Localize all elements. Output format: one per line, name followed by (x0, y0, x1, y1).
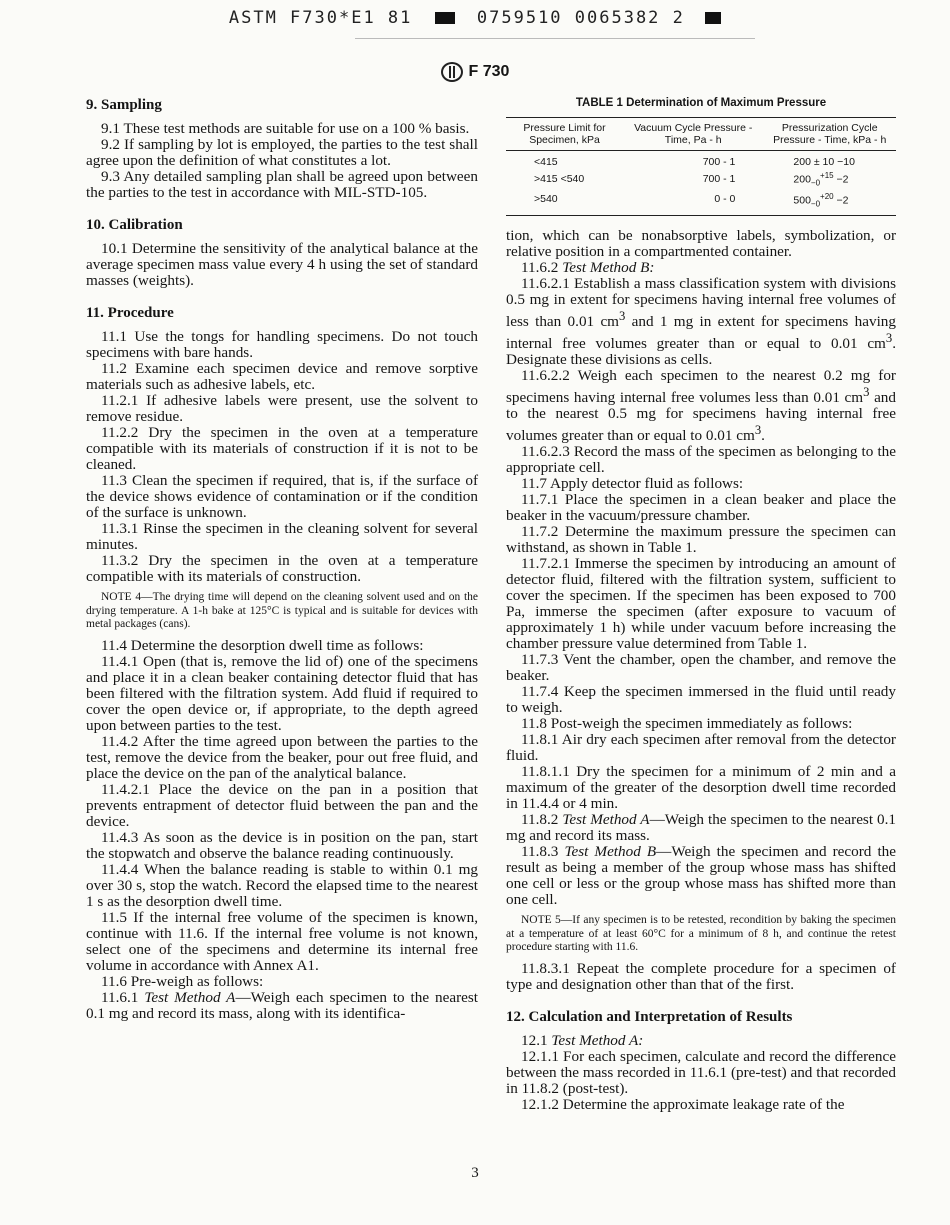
paragraph-text: 11.6.2.1 Establish a mass classification system with divisions 0.5 mg in extent for specimens having internal free volumes of less than 0.01 cm (506, 275, 896, 331)
paragraph-number: 12.1 (521, 1031, 548, 1049)
table-cell: >415 <540 (534, 172, 585, 185)
pressure-time: −2 (836, 194, 849, 207)
paragraph (506, 368, 896, 444)
paragraph: 11.4 Determine the desorption dwell time as follows: (101, 636, 424, 654)
paragraph: 11.2.1 If adhesive labels were present, use the solvent to remove residue. (86, 392, 478, 425)
paragraph: tion, which can be nonabsorptive labels, symbolization, or relative position in a compartmented container. (506, 227, 896, 260)
designation-number: F 730 (468, 63, 510, 81)
superscript: 3 (863, 385, 870, 400)
paragraph: 11.7.2.1 Immerse the specimen by introducing an amount of detector fluid, filtered with the filtration system, sufficient to cover the specimen. If the specimen has been exposed to 700 Pa, immerse the specimen (after exposure to vacuum of approximately 1 h) while under vacuum before increasing the chamber pressure value determined from Table 1. (506, 555, 896, 653)
table-cell (763, 190, 896, 216)
designation-header (0, 62, 950, 82)
paragraph-number: 11.6.2 (521, 259, 559, 276)
paragraph (506, 812, 896, 844)
paragraph: 11.8.3.1 Repeat the complete procedure for a specimen of type and designation other than that of the first. (506, 959, 896, 993)
section-heading: 9. Sampling (86, 97, 162, 113)
paragraph: 11.6 Pre-weigh as follows: (101, 972, 264, 990)
paragraph: 11.2 Examine each specimen device and remove sorptive materials such as adhesive labels, etc. (86, 360, 478, 393)
tolerance-lower: −0 (810, 199, 821, 209)
paragraph-number: 11.8.3 (521, 843, 559, 861)
paragraph: 11.3.2 Dry the specimen in the oven at a temperature compatible with its materials of construction. (86, 552, 478, 585)
table-cell: >540 (506, 190, 623, 216)
document-code-right: 0759510 0065382 2 (476, 8, 685, 28)
paragraph: 10.1 Determine the sensitivity of the analytical balance at the average specimen mass value every 4 h using the set of standard masses (weights). (86, 240, 478, 289)
paragraph: 9.1 These test methods are suitable for use on a 100 % basis. (101, 120, 470, 137)
paragraph: 9.3 Any detailed sampling plan shall be agreed upon between the parties to the test in accordance with MIL-STD-105. (86, 168, 478, 201)
header-rule (355, 38, 755, 39)
table-cell (763, 151, 896, 170)
paragraph: 11.4.3 As soon as the device is in position on the pan, start the stopwatch and observe the balance reading continuously. (86, 828, 478, 862)
superscript: 3 (885, 331, 893, 346)
paragraph: 11.8 Post-weigh the specimen immediately as follows: (521, 715, 853, 733)
paragraph (86, 990, 478, 1022)
paragraph: 11.2.2 Dry the specimen in the oven at a temperature compatible with its materials of construction if it is not to be cleaned. (86, 424, 478, 473)
paragraph: 12.1.1 For each specimen, calculate and record the difference between the mass recorded in 11.6.1 (pre-test) and that recorded in 11.8.2 (post-test). (506, 1047, 896, 1097)
method-name: Test Method A: (551, 1031, 644, 1049)
table-row (506, 151, 896, 170)
paragraph: 11.3 Clean the specimen if required, that is, if the surface of the device shows evidence of contamination or if the condition of the surface is unknown. (86, 472, 478, 521)
paragraph: 9.2 If sampling by lot is employed, the parties to the test shall agree upon the definition of what constitutes a lot. (86, 136, 478, 169)
table-row (506, 169, 896, 190)
paragraph: 11.7.3 Vent the chamber, open the chamber, and remove the beaker. (506, 651, 896, 685)
column-header: Vacuum Cycle Pressure - Time, Pa - h (623, 118, 763, 151)
pressure-value: 500 (793, 194, 811, 207)
paragraph: 11.7.2 Determine the maximum pressure the specimen can withstand, as shown in Table 1. (506, 523, 896, 557)
left-column (86, 97, 478, 1022)
paragraph: 11.4.4 When the balance reading is stable to within 0.1 mg over 30 s, stop the watch. Record the elapsed time to the nearest 1 s as the desorption dwell time. (86, 860, 478, 910)
paragraph (506, 276, 896, 368)
paragraph: 11.4.2.1 Place the device on the pan in a position that prevents entrapment of detector fluid between the pan and the device. (86, 780, 478, 830)
tolerance-upper: +15 (820, 171, 834, 180)
column-header: Pressure Limit for Specimen, kPa (506, 118, 623, 151)
method-name: Test Method B (564, 843, 657, 861)
document-code-header (0, 8, 950, 28)
paragraph: 11.6.2.3 Record the mass of the specimen as belonging to the appropriate cell. (506, 443, 896, 477)
pressure-value: 200 ± 10 (793, 156, 835, 168)
paragraph (506, 1033, 896, 1049)
table-cell (763, 169, 896, 190)
paragraph: 11.1 Use the tongs for handling specimens. Do not touch specimens with bare hands. (86, 328, 478, 361)
astm-logo-icon (441, 62, 463, 82)
paragraph (506, 844, 896, 908)
redaction-block (435, 12, 455, 24)
paragraph: 11.7.4 Keep the specimen immersed in the fluid until ready to weigh. (506, 683, 896, 717)
paragraph-number: 11.6.1 (101, 988, 139, 1006)
pressure-value: 200 (793, 173, 811, 186)
paragraph-text: —Weigh the specimen to the nearest 0.1 mg and record its mass. (506, 811, 896, 845)
superscript: 3 (754, 423, 762, 438)
paragraph: 11.7 Apply detector fluid as follows: (521, 475, 744, 493)
pressure-table (506, 117, 896, 216)
section-heading: 10. Calibration (86, 217, 183, 233)
paragraph-text: —Weigh the specimen and record the result as being a member of the group whose mass has shifted one cell or less or the group whose mass has shifted more than one cell. (506, 843, 896, 909)
table-cell: 700 - 1 (702, 172, 736, 185)
tolerance-lower: −0 (810, 178, 821, 188)
method-name: Test Method A (562, 811, 650, 829)
paragraph-text: . Designate these divisions as cells. (506, 335, 896, 369)
paragraph: 11.7.1 Place the specimen in a clean beaker and place the beaker in the vacuum/pressure chamber. (506, 491, 896, 525)
right-column (506, 228, 896, 1113)
paragraph: 11.4.1 Open (that is, remove the lid of) one of the specimens and place it in a clean beaker containing detector fluid that has been filtered with the filtration system. Add fluid if required to cover the open device or, if appropriate, to the depth agreed upon between parties to the test. (86, 652, 478, 734)
paragraph: 12.1.2 Determine the approximate leakage rate of the (521, 1095, 845, 1113)
paragraph: 11.4.2 After the time agreed upon between the parties to the test, remove the device from the beaker, pour out free fluid, and place the device on the pan of the analytical balance. (86, 732, 478, 782)
paragraph-number: 11.8.2 (521, 811, 559, 829)
paragraph: 11.5 If the internal free volume of the specimen is known, continue with 11.6. If the internal free volume is not known, select one of the specimens and determine its internal free volume in accordance with Annex A1. (86, 908, 478, 974)
paragraph-text: and to the nearest 0.5 mg for specimens having internal free volumes greater than or equal to 0.01 cm (506, 389, 896, 445)
paragraph: 11.8.1.1 Dry the specimen for a minimum of 2 min and a maximum of the greater of the desorption dwell time recorded in 11.4.4 or 4 min. (506, 763, 896, 813)
section-heading: 11. Procedure (86, 305, 174, 321)
document-code-left: ASTM F730*E1 81 (228, 8, 413, 28)
column-header: Pressurization Cycle Pressure - Time, kPa - h (763, 118, 896, 151)
pressure-time: −10 (837, 156, 855, 168)
table-1 (506, 97, 896, 216)
table-row (506, 190, 896, 216)
tolerance-upper: +20 (820, 191, 834, 201)
note: NOTE 5—If any specimen is to be retested, recondition by baking the specimen at a temperature of at least 60°C for a minimum of 8 h, and continue the retest procedure starting with 11.6. (506, 914, 896, 954)
pressure-time: −2 (836, 173, 849, 186)
table-cell: <415 (534, 156, 558, 168)
paragraph-text: 11.6.2.2 Weigh each specimen to the nearest 0.2 mg for specimens having internal free volumes less than 0.01 cm (506, 367, 896, 407)
redaction-block (705, 12, 721, 24)
method-name: Test Method B: (562, 259, 655, 276)
paragraph-text: —Weigh each specimen to the nearest 0.1 mg and record its mass, along with its identifica- (86, 988, 479, 1022)
table-title: TABLE 1 Determination of Maximum Pressure (575, 97, 827, 109)
page-number: 3 (471, 1165, 479, 1181)
section-heading: 12. Calculation and Interpretation of Results (506, 1008, 793, 1025)
method-name: Test Method A (144, 988, 236, 1006)
paragraph (506, 260, 896, 276)
table-cell: 700 - 1 (702, 156, 736, 168)
paragraph: 11.8.1 Air dry each specimen after removal from the detector fluid. (506, 731, 896, 765)
superscript: 3 (619, 309, 626, 323)
paragraph-text: . (761, 427, 765, 445)
paragraph: 11.3.1 Rinse the specimen in the cleaning solvent for several minutes. (86, 520, 478, 553)
paragraph-text: and 1 mg in extent for specimens having internal free volumes greater than or equal to 0.01 cm (506, 313, 896, 353)
table-cell: 0 - 0 (623, 190, 763, 216)
note: NOTE 4—The drying time will depend on the cleaning solvent used and on the drying temperature. A 1-h bake at 125°C is typical and is suitable for devices with metal packages (cans). (86, 591, 478, 630)
